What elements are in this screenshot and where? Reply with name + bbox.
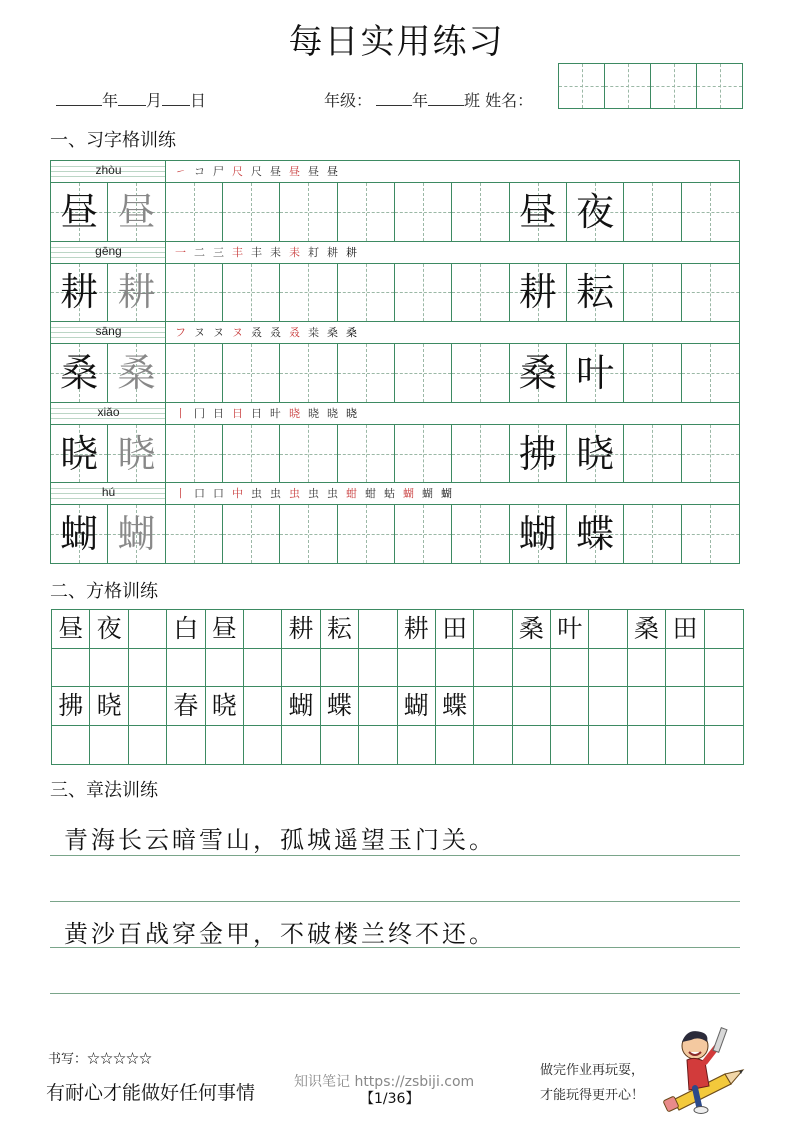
pinyin-band: [51, 321, 739, 344]
grade-blank[interactable]: [376, 91, 412, 106]
stroke-step: ㇀: [175, 165, 186, 178]
fangge-cell[interactable]: [705, 610, 743, 648]
pinyin-box: [51, 403, 166, 424]
fangge-cell[interactable]: 桑: [513, 610, 551, 648]
fangge-cell[interactable]: [129, 726, 167, 765]
stroke-step: 桑: [327, 326, 338, 340]
stroke-step: 虫: [289, 487, 300, 501]
stroke-step: 尸: [213, 165, 224, 178]
tianzige-cell[interactable]: [395, 505, 452, 563]
fangge-cell[interactable]: 夜: [90, 610, 128, 648]
model-char: 晓: [60, 431, 99, 476]
trace-char: 蝴: [117, 512, 156, 557]
tianzige-cell[interactable]: [452, 425, 509, 483]
fangge-cell[interactable]: [321, 649, 359, 687]
grade-year-label: 年: [412, 91, 429, 110]
day-blank[interactable]: [162, 91, 190, 106]
fangge-cell[interactable]: [244, 726, 282, 765]
tianzige-cell[interactable]: [166, 425, 223, 483]
tianzige-cell[interactable]: [338, 344, 395, 402]
tianzige-cell[interactable]: [166, 264, 223, 322]
month-label: 月: [146, 91, 163, 110]
tianzige-cell[interactable]: [682, 264, 739, 322]
tianzige-cell[interactable]: [682, 425, 739, 483]
fangge-cell[interactable]: 春: [167, 687, 205, 725]
class-label: 班: [464, 91, 481, 110]
stroke-step: 丰: [232, 245, 243, 259]
fangge-cell[interactable]: [513, 726, 551, 765]
fangge-cell[interactable]: [628, 726, 666, 765]
stroke-step: 晓: [327, 406, 338, 420]
tianzige-cell[interactable]: [395, 183, 452, 241]
stroke-step: 口: [213, 487, 224, 501]
practice-row: [50, 321, 740, 402]
fangge-cell[interactable]: [436, 726, 474, 765]
fangge-cell[interactable]: [398, 649, 436, 687]
stroke-step: 蚶: [365, 487, 376, 501]
tianzige-cell[interactable]: [567, 344, 624, 402]
pinyin-text: sāng: [95, 324, 122, 339]
stroke-step: 昼: [289, 165, 300, 178]
tianzige-cell[interactable]: [510, 264, 567, 322]
pinyin-text: zhòu: [95, 163, 122, 177]
word-char: 晓: [576, 431, 615, 476]
tianzige-cell[interactable]: [280, 183, 337, 241]
fangge-cell[interactable]: [282, 649, 320, 687]
writing-line[interactable]: [50, 855, 740, 856]
tianzige-cell[interactable]: [567, 505, 624, 563]
month-blank[interactable]: [118, 91, 146, 106]
fangge-cell[interactable]: 耕: [282, 610, 320, 648]
fangge-grid: [51, 609, 744, 765]
tianzige-cell[interactable]: [452, 505, 509, 563]
fangge-cell[interactable]: [282, 726, 320, 765]
tianzige-cell[interactable]: [624, 344, 681, 402]
poem-line-1: 青海长云暗雪山，孤城遥望玉门关。: [64, 826, 496, 854]
fangge-cell[interactable]: [436, 649, 474, 687]
tianzige-cell[interactable]: [624, 505, 681, 563]
star-icon[interactable]: ☆☆☆☆☆: [87, 1052, 153, 1067]
stroke-step: 口: [194, 487, 205, 501]
poem-line-2: 黄沙百战穿金甲，不破楼兰终不还。: [64, 920, 496, 948]
stroke-step: 昼: [308, 165, 319, 178]
fangge-cell[interactable]: [244, 649, 282, 687]
fangge-cell[interactable]: [589, 726, 627, 765]
word-char: 蝴: [518, 512, 557, 557]
tianzige-cell[interactable]: [452, 183, 509, 241]
tianzige-cell[interactable]: [567, 425, 624, 483]
pinyin-band: [51, 402, 739, 425]
tianzige-cell[interactable]: [682, 344, 739, 402]
fangge-cell[interactable]: [359, 726, 397, 765]
stroke-step: 三: [213, 245, 224, 259]
fangge-cell[interactable]: [359, 687, 397, 725]
trace-char: 耕: [117, 270, 156, 315]
stroke-step: 耕: [327, 245, 338, 259]
date-line: [56, 88, 206, 111]
name-cell[interactable]: [605, 64, 651, 108]
word-char: 叶: [576, 350, 615, 395]
stroke-step: 蝴: [422, 487, 433, 501]
stroke-step: 中: [232, 487, 243, 501]
tianzige-cell[interactable]: [108, 183, 165, 241]
mascot-boy-on-pencil-icon: [655, 1022, 750, 1117]
name-label: 姓名：: [485, 91, 534, 110]
fangge-cell[interactable]: 昼: [206, 610, 244, 648]
stroke-step: 昼: [270, 165, 281, 178]
tianzige-cell[interactable]: [51, 183, 108, 241]
section-title-tianzige: 一、习字格训练: [50, 130, 176, 151]
stroke-step: ヌ: [194, 326, 205, 340]
tianzige-cell[interactable]: [338, 425, 395, 483]
pinyin-band: [51, 160, 739, 183]
fangge-cell[interactable]: [129, 687, 167, 725]
fangge-row: [52, 610, 743, 649]
word-char: 拂: [518, 431, 557, 476]
grade-label: 年级：: [324, 91, 373, 110]
section-title-fangge: 二、方格训练: [50, 581, 158, 602]
fangge-cell[interactable]: 蝴: [282, 687, 320, 725]
tianzige-cell[interactable]: [338, 505, 395, 563]
practice-row: [50, 402, 740, 483]
tianzige-cell[interactable]: [682, 505, 739, 563]
stroke-step: 蚶: [346, 487, 357, 501]
tianzige-cell[interactable]: [395, 264, 452, 322]
tianzige-cell[interactable]: [280, 505, 337, 563]
stroke-step: 尺: [251, 165, 262, 178]
fangge-cell[interactable]: [705, 649, 743, 687]
tianzige-cell[interactable]: [223, 344, 280, 402]
trace-char: 晓: [117, 431, 156, 476]
stroke-step: 晓: [289, 406, 300, 420]
fangge-cell[interactable]: [129, 610, 167, 648]
word-char: 耕: [518, 270, 557, 315]
stroke-step: 耓: [308, 245, 319, 259]
pinyin-band: [51, 241, 739, 264]
fangge-cell[interactable]: 田: [436, 610, 474, 648]
name-grid[interactable]: [558, 63, 743, 109]
fangge-cell[interactable]: [206, 726, 244, 765]
stroke-step: 耕: [346, 245, 357, 259]
tianzige-cell[interactable]: [624, 425, 681, 483]
rating: [48, 1048, 152, 1067]
tianzige-cell[interactable]: [223, 425, 280, 483]
model-char: 蝴: [60, 512, 99, 557]
fangge-cell[interactable]: [705, 726, 743, 765]
tianzige-cell[interactable]: [108, 505, 165, 563]
fangge-cell[interactable]: [551, 726, 589, 765]
fangge-cell[interactable]: [551, 687, 589, 725]
tianzige-practice: [50, 160, 740, 564]
word-char: 桑: [518, 350, 557, 395]
stroke-step: フ: [175, 326, 186, 340]
tianzige-cell[interactable]: [108, 264, 165, 322]
tianzige-cell[interactable]: [166, 505, 223, 563]
tianzige-cell[interactable]: [166, 344, 223, 402]
word-char: 蝶: [576, 512, 615, 557]
stroke-step: 蝴: [441, 487, 452, 501]
fangge-cell[interactable]: 耘: [321, 610, 359, 648]
pinyin-text: xiǎo: [97, 404, 120, 419]
pinyin-box: [51, 161, 166, 182]
tianzige-cell[interactable]: [510, 183, 567, 241]
fangge-cell[interactable]: 桑: [628, 610, 666, 648]
tianzige-cell[interactable]: [452, 264, 509, 322]
pinyin-text: gēng: [95, 243, 122, 258]
stroke-order: [175, 324, 365, 340]
stroke-step: 旪: [270, 406, 281, 420]
tianzige-cell[interactable]: [280, 264, 337, 322]
tianzige-cell[interactable]: [624, 264, 681, 322]
tianzige-cell[interactable]: [51, 425, 108, 483]
word-char: 夜: [576, 189, 615, 234]
stroke-step: 虫: [270, 487, 281, 501]
stroke-step: 虫: [308, 487, 319, 501]
class-blank[interactable]: [428, 91, 464, 106]
name-cell[interactable]: [697, 64, 742, 108]
stroke-step: 叒: [270, 326, 281, 340]
stroke-step: 叒: [251, 326, 262, 340]
fangge-cell[interactable]: [666, 726, 704, 765]
tianzige-cell[interactable]: [338, 183, 395, 241]
fangge-cell[interactable]: [52, 726, 90, 765]
tianzige-cell[interactable]: [510, 505, 567, 563]
tianzige-cell[interactable]: [51, 344, 108, 402]
practice-row: [50, 160, 740, 241]
fangge-cell[interactable]: [244, 610, 282, 648]
tianzige-cell[interactable]: [510, 344, 567, 402]
tianzige-cell[interactable]: [51, 505, 108, 563]
stroke-step: 丰: [251, 245, 262, 259]
stroke-step: 蛄: [384, 487, 395, 501]
pinyin-text: hú: [101, 485, 116, 500]
fangge-cell[interactable]: [398, 726, 436, 765]
stroke-order: [175, 485, 460, 501]
fangge-row: [52, 726, 743, 765]
rating-label: 书写：: [48, 1052, 88, 1067]
fangge-cell[interactable]: [244, 687, 282, 725]
tianzige-cell[interactable]: [338, 264, 395, 322]
page-indicator: 【1/36】: [360, 1091, 420, 1107]
fangge-cell[interactable]: [589, 610, 627, 648]
practice-row: [50, 482, 740, 563]
stroke-order: [175, 163, 346, 179]
writing-line[interactable]: [50, 947, 740, 948]
fangge-cell[interactable]: [474, 726, 512, 765]
pinyin-box: [51, 322, 166, 343]
fangge-cell[interactable]: 耕: [398, 610, 436, 648]
fangge-cell[interactable]: 蝴: [398, 687, 436, 725]
writing-line[interactable]: [50, 901, 740, 902]
trace-char: 桑: [117, 350, 156, 395]
stroke-step: 一: [175, 245, 186, 259]
fangge-cell[interactable]: [666, 649, 704, 687]
fangge-cell[interactable]: [628, 649, 666, 687]
fangge-cell[interactable]: 白: [167, 610, 205, 648]
tianzige-cell[interactable]: [166, 183, 223, 241]
pinyin-box: [51, 242, 166, 263]
fangge-cell[interactable]: [167, 726, 205, 765]
stroke-step: ヌ: [213, 326, 224, 340]
tianzige-cell[interactable]: [395, 425, 452, 483]
fangge-cell[interactable]: [321, 726, 359, 765]
day-label: 日: [190, 91, 207, 110]
tianzige-cell[interactable]: [108, 344, 165, 402]
fangge-cell[interactable]: [589, 687, 627, 725]
grid-bottom-border: [50, 563, 740, 564]
fangge-row: [52, 687, 743, 726]
class-line: [324, 88, 533, 111]
stroke-step: 晓: [346, 406, 357, 420]
practice-row: [50, 241, 740, 322]
fangge-cell[interactable]: [90, 726, 128, 765]
fangge-cell[interactable]: 蝶: [436, 687, 474, 725]
tianzige-cell[interactable]: [682, 183, 739, 241]
stroke-step: 日: [232, 406, 243, 420]
fangge-cell[interactable]: [474, 687, 512, 725]
fangge-cell[interactable]: [474, 610, 512, 648]
fangge-cell[interactable]: [129, 649, 167, 687]
fangge-cell[interactable]: [206, 649, 244, 687]
encourage-line-1: 做完作业再玩耍，: [540, 1063, 645, 1078]
stroke-step: 桒: [308, 326, 319, 340]
stroke-step: 丨: [175, 406, 186, 420]
fangge-cell[interactable]: 昼: [52, 610, 90, 648]
tianzige-cell[interactable]: [567, 264, 624, 322]
writing-line[interactable]: [50, 993, 740, 994]
fangge-cell[interactable]: [359, 649, 397, 687]
fangge-cell[interactable]: [513, 649, 551, 687]
fangge-cell[interactable]: [167, 649, 205, 687]
stroke-step: ヌ: [232, 326, 243, 340]
stroke-step: 耒: [289, 245, 300, 259]
page-title: 每日实用练习: [288, 22, 505, 62]
encourage-line-2: 才能玩得更开心！: [540, 1088, 645, 1103]
fangge-cell[interactable]: [666, 687, 704, 725]
stroke-step: 冂: [194, 406, 205, 420]
fangge-cell[interactable]: [551, 649, 589, 687]
word-char: 昼: [518, 189, 557, 234]
fangge-cell[interactable]: 田: [666, 610, 704, 648]
section-title-zhangfa: 三、章法训练: [50, 780, 158, 801]
tianzige-cell[interactable]: [510, 425, 567, 483]
name-cell[interactable]: [651, 64, 697, 108]
tianzige-cell[interactable]: [624, 183, 681, 241]
year-label: 年: [102, 91, 119, 110]
stroke-step: 蝴: [403, 487, 414, 501]
trace-char: 昼: [117, 189, 156, 234]
tianzige-cell[interactable]: [51, 264, 108, 322]
stroke-step: 虫: [327, 487, 338, 501]
stroke-step: 日: [251, 406, 262, 420]
fangge-row: [52, 649, 743, 688]
site-watermark: 知识笔记 https://zsbiji.com: [294, 1074, 475, 1090]
fangge-cell[interactable]: 晓: [206, 687, 244, 725]
tianzige-cell[interactable]: [452, 344, 509, 402]
stroke-step: 耒: [270, 245, 281, 259]
tianzige-cell[interactable]: [280, 344, 337, 402]
tianzige-cell[interactable]: [280, 425, 337, 483]
stroke-step: 日: [213, 406, 224, 420]
pinyin-band: [51, 482, 739, 505]
encourage-text: [540, 1058, 644, 1108]
model-char: 昼: [60, 189, 99, 234]
word-char: 耘: [576, 270, 615, 315]
fangge-cell[interactable]: 晓: [90, 687, 128, 725]
fangge-cell[interactable]: [359, 610, 397, 648]
tianzige-cell[interactable]: [108, 425, 165, 483]
stroke-step: 晓: [308, 406, 319, 420]
model-char: 桑: [60, 350, 99, 395]
fangge-cell[interactable]: 拂: [52, 687, 90, 725]
name-cell[interactable]: [559, 64, 605, 108]
stroke-step: 叒: [289, 326, 300, 340]
tianzige-cell[interactable]: [567, 183, 624, 241]
year-blank[interactable]: [56, 91, 102, 106]
fangge-cell[interactable]: [589, 649, 627, 687]
fangge-cell[interactable]: [52, 649, 90, 687]
stroke-step: 昼: [327, 165, 338, 178]
stroke-order: [175, 405, 365, 421]
stroke-step: コ: [194, 165, 205, 178]
fangge-cell[interactable]: 蝶: [321, 687, 359, 725]
fangge-cell[interactable]: 叶: [551, 610, 589, 648]
model-char: 耕: [60, 270, 99, 315]
stroke-order: [175, 244, 365, 260]
tianzige-cell[interactable]: [395, 344, 452, 402]
stroke-step: 虫: [251, 487, 262, 501]
tianzige-cell[interactable]: [223, 183, 280, 241]
tianzige-cell[interactable]: [223, 264, 280, 322]
fangge-cell[interactable]: [705, 687, 743, 725]
stroke-step: 二: [194, 245, 205, 259]
motto: 有耐心才能做好任何事情: [46, 1082, 256, 1104]
fangge-cell[interactable]: [90, 649, 128, 687]
fangge-cell[interactable]: [474, 649, 512, 687]
fangge-cell[interactable]: [513, 687, 551, 725]
stroke-step: 桑: [346, 326, 357, 340]
stroke-step: 丨: [175, 487, 186, 501]
pinyin-box: [51, 483, 166, 504]
stroke-step: 尺: [232, 165, 243, 178]
tianzige-cell[interactable]: [223, 505, 280, 563]
fangge-cell[interactable]: [628, 687, 666, 725]
